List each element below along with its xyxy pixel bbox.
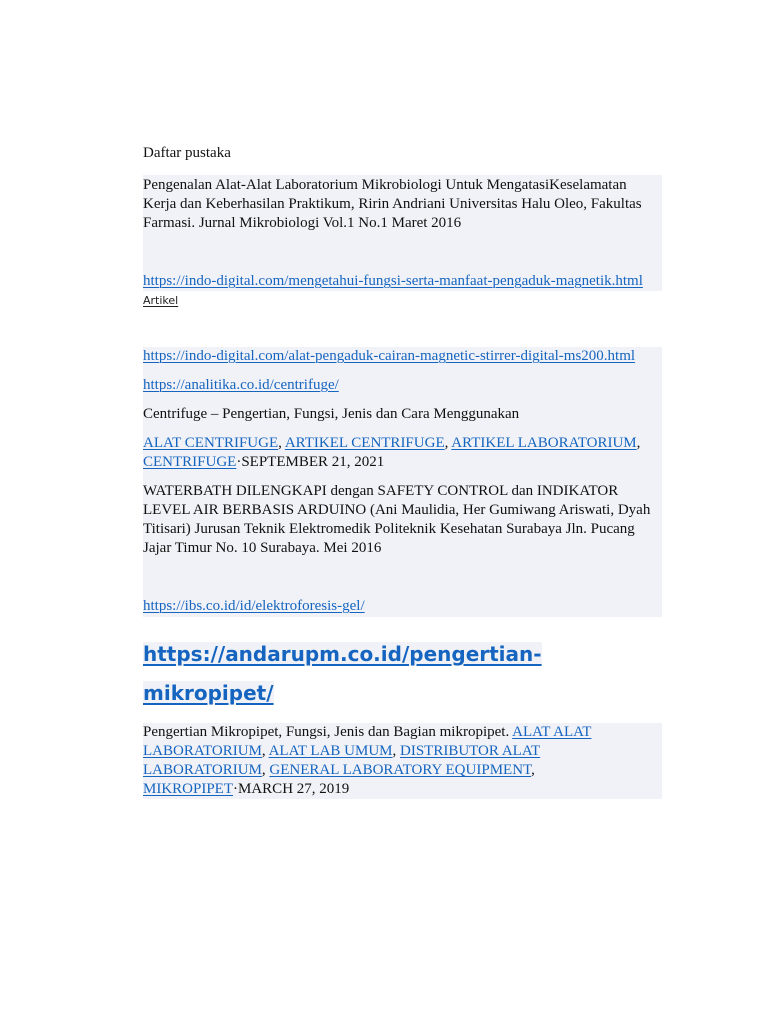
link-ibs[interactable]: https://ibs.co.id/id/elektroforesis-gel/ [143,598,365,614]
link-magnetik[interactable]: https://indo-digital.com/mengetahui-fungsi-serta-manfaat-pengaduk-magnetik.html [143,273,643,289]
bibliography-heading: Daftar pustaka [143,145,231,161]
tag-artikel-centrifuge[interactable]: ARTIKEL CENTRIFUGE [284,435,445,451]
link-centrifuge[interactable]: https://analitika.co.id/centrifuge/ [143,377,339,393]
centrifuge-tags [143,434,662,472]
tag-alat-lab-umum[interactable]: ALAT LAB UMUM [268,743,393,759]
reference-url-stirrer [143,347,662,366]
reference-journal: Pengenalan Alat-Alat Laboratorium Mikrobiologi Untuk MengatasiKeselamatan Kerja dan Keberhasilan Praktikum, Ririn Andriani Universitas Halu Oleo, Fakultas Farmasi. Jurnal Mikrobiologi Vol.1 No.1 Maret 2016 [143,177,642,231]
document-page [143,144,662,799]
tag-separator: , [531,762,535,778]
tag-centrifuge[interactable]: CENTRIFUGE [143,454,237,470]
tag-separator: , [444,435,452,451]
mikropipet-date: ·MARCH 27, 2019 [233,781,350,797]
centrifuge-title: Centrifuge – Pengertian, Fungsi, Jenis dan Cara Menggunakan [143,406,520,422]
andarupm-heading-link[interactable] [143,635,662,713]
tag-separator: , [261,762,270,778]
reference-waterbath: WATERBATH DILENGKAPI dengan SAFETY CONTROL dan INDIKATOR LEVEL AIR BERBASIS ARDUINO (Ani Maulidia, Her Gumiwang Ariswati, Dyah Titisari) Jurusan Teknik Elektromedik Politeknik Kesehatan Surabaya Jln. Pucang Jajar Timur No. 10 Surabaya. Mei 2016 [143,483,651,556]
andarupm-link-line1[interactable]: https://andarupm.co.id/pengertian- [143,642,542,666]
artikel-link[interactable]: Artikel [143,294,179,307]
tag-separator: , [392,743,400,759]
centrifuge-date: ·SEPTEMBER 21, 2021 [236,454,385,470]
tag-separator: , [261,743,269,759]
tag-alat-alat-laboratorium[interactable]: ALAT ALAT LABORATORIUM [143,724,592,759]
tag-separator: , [278,435,285,451]
tag-separator: , [636,435,641,451]
link-stirrer[interactable]: https://indo-digital.com/alat-pengaduk-cairan-magnetic-stirrer-digital-ms200.html [143,348,636,364]
spacer [143,309,662,347]
tag-general-laboratory-equipment[interactable]: GENERAL LABORATORY EQUIPMENT [269,762,532,778]
andarupm-link-line2[interactable]: mikropipet/ [143,681,274,705]
reference-block-3 [143,723,662,799]
reference-url-magnetik [143,272,662,291]
mikropipet-text: Pengertian Mikropipet, Fungsi, Jenis dan Bagian mikropipet. [143,724,513,740]
tag-mikropipet[interactable]: MIKROPIPET [143,781,234,797]
tag-distributor-alat-laboratorium[interactable]: DISTRIBUTOR ALAT LABORATORIUM [143,743,541,778]
reference-url-ibs [143,597,662,617]
artikel-row [143,291,662,309]
reference-block-1 [143,175,662,291]
tag-alat-centrifuge[interactable]: ALAT CENTRIFUGE [143,435,279,451]
reference-block-2 [143,347,662,617]
tag-artikel-laboratorium[interactable]: ARTIKEL LABORATORIUM [451,435,637,451]
mikropipet-entry [143,723,662,799]
reference-url-centrifuge [143,376,662,395]
